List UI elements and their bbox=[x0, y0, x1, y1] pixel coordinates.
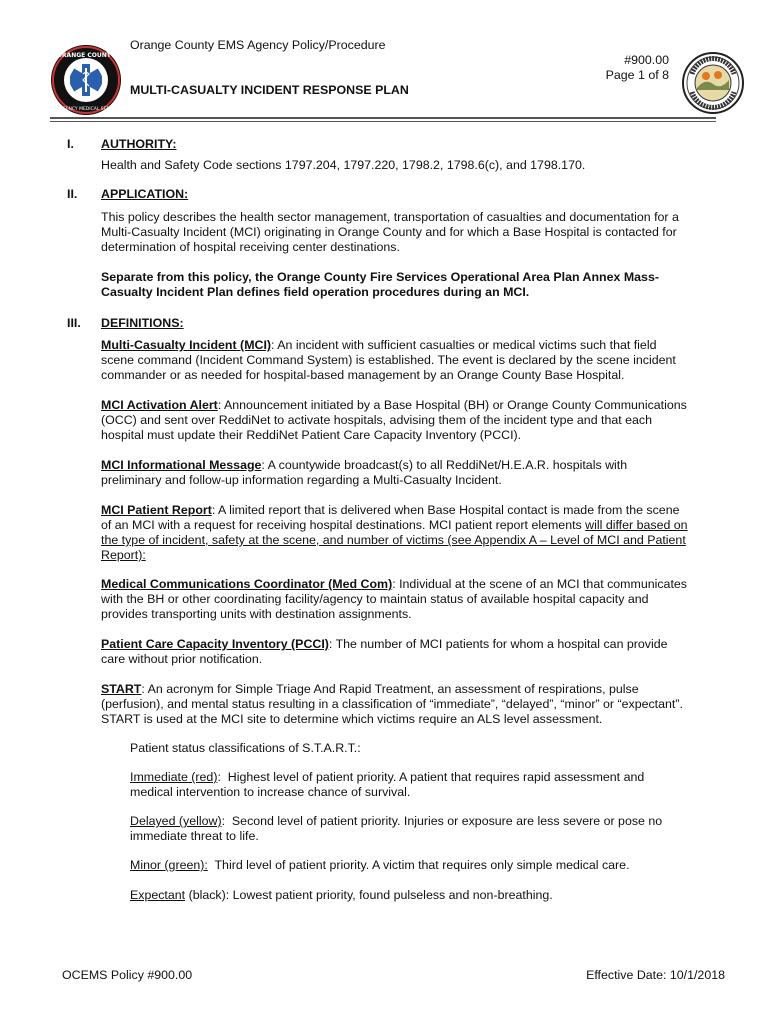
application-paragraph-1: This policy describes the health sector management, transportation of casualties and documentation for a Multi-Casualty Incident (MCI) originating in Orange County and for which a Base Hospital is contacted for determination of hospital receiving center destinations. bbox=[101, 210, 679, 254]
start-class-text: Highest level of patient priority. A patient that requires rapid assessment and medical intervention to increase chance of survival. bbox=[130, 770, 645, 799]
section-heading-definitions: DEFINITIONS: bbox=[101, 316, 184, 330]
start-class-label: Minor (green): bbox=[130, 858, 208, 872]
start-classes-intro: Patient status classifications of S.T.A.R.T.: bbox=[130, 741, 361, 755]
start-class-minor bbox=[130, 858, 690, 873]
svg-text:ORANGE COUNTY: ORANGE COUNTY bbox=[56, 52, 116, 59]
section-number-1: I. bbox=[67, 137, 74, 151]
definition-mci-activation-alert bbox=[101, 398, 691, 443]
definition-term: Multi-Casualty Incident (MCI) bbox=[101, 338, 272, 352]
section-number-2: II. bbox=[67, 187, 78, 201]
definition-mci-informational-message bbox=[101, 458, 691, 488]
start-class-label: Immediate (red) bbox=[130, 770, 218, 784]
footer-policy-number: OCEMS Policy #900.00 bbox=[62, 968, 193, 982]
definition-pcci bbox=[101, 637, 691, 667]
definition-text: : An acronym for Simple Triage And Rapid Treatment, an assessment of respirations, pulse (perfusion), and mental status resulting in a classification of “immediate”, “delayed”, “minor” or “expectant”. START is used at the MCI site to determine which victims require an ALS level assessment. bbox=[101, 682, 683, 726]
start-class-label: Delayed (yellow) bbox=[130, 814, 222, 828]
start-class-delayed bbox=[130, 814, 690, 844]
agency-title: Orange County EMS Agency Policy/Procedure bbox=[130, 38, 386, 52]
definition-mci bbox=[101, 338, 691, 383]
start-class-immediate bbox=[130, 770, 690, 800]
definition-term: Patient Care Capacity Inventory (PCCI) bbox=[101, 637, 329, 651]
definition-text: : A limited report that is delivered when Base Hospital contact is made from the scene of an MCI with a request for receiving hospital destinations. MCI patient report elements bbox=[101, 503, 680, 532]
start-class-separator: : bbox=[217, 770, 228, 784]
definition-text: : Announcement initiated by a Base Hospital (BH) or Orange County Communications (OCC) and sent over ReddiNet to activate hospitals, advising them of the incident type and that each hospital must update their ReddiNet Patient Care Capacity Inventory (PCCI). bbox=[101, 398, 687, 442]
header-rule-thin bbox=[50, 121, 716, 122]
footer-effective-date: Effective Date: 10/1/2018 bbox=[586, 968, 725, 982]
document-title: MULTI-CASUALTY INCIDENT RESPONSE PLAN bbox=[130, 83, 409, 97]
definition-term: Medical Communications Coordinator (Med Com) bbox=[101, 577, 393, 591]
definition-text: : An incident with sufficient casualties or medical victims such that field scene command (Incident Command System) is established. The event is declared by the scene incident commander or as needed for hospital-based management by an Orange County Base Hospital. bbox=[101, 338, 676, 382]
authority-text: Health and Safety Code sections 1797.204, 1797.220, 1798.2, 1798.6(c), and 1798.170. bbox=[101, 158, 586, 172]
start-class-text: Second level of patient priority. Injuries or exposure are less severe or pose no immediate threat to life. bbox=[130, 814, 663, 843]
start-class-text: Third level of patient priority. A victim that requires only simple medical care. bbox=[214, 858, 630, 872]
start-class-separator: : bbox=[221, 814, 232, 828]
section-number-3: III. bbox=[67, 316, 81, 330]
start-class-label: Expectant bbox=[130, 888, 186, 902]
policy-number: #900.00 bbox=[624, 53, 669, 67]
definition-mci-patient-report bbox=[101, 503, 691, 563]
definition-term: MCI Activation Alert bbox=[101, 398, 218, 412]
start-class-expectant bbox=[130, 888, 690, 903]
header-rule bbox=[50, 117, 716, 119]
definition-term: MCI Patient Report bbox=[101, 503, 212, 517]
county-seal-logo bbox=[682, 52, 744, 114]
definition-term: MCI Informational Message bbox=[101, 458, 262, 472]
definition-underlined-text: will differ based on the type of incident, safety at the scene, and number of victims (see Appendix A – Level of MCI and Patient Report): bbox=[101, 518, 688, 562]
svg-text:EMERGENCY MEDICAL SERVICES: EMERGENCY MEDICAL SERVICES bbox=[50, 107, 122, 112]
definition-text: : The number of MCI patients for whom a hospital can provide care without prior notification. bbox=[101, 637, 668, 666]
page-indicator: Page 1 of 8 bbox=[605, 68, 669, 82]
ocems-seal-logo bbox=[50, 44, 122, 116]
application-paragraph-2: Separate from this policy, the Orange County Fire Services Operational Area Plan Annex Mass-Casualty Incident Plan defines field operation procedures during an MCI. bbox=[101, 270, 659, 299]
definition-start bbox=[101, 682, 691, 727]
definition-text: : A countywide broadcast(s) to all ReddiNet/H.E.A.R. hospitals with preliminary and follow-up information regarding a Multi-Casualty Incident. bbox=[101, 458, 628, 487]
definition-text: : Individual at the scene of an MCI that communicates with the BH or other coordinating facility/agency to maintain status of available hospital capacity and provides transporting units with destination assignments. bbox=[101, 577, 687, 621]
definition-med-com bbox=[101, 577, 691, 622]
section-heading-authority: AUTHORITY: bbox=[101, 137, 177, 151]
start-class-text: (black): Lowest patient priority, found pulseless and non-breathing. bbox=[188, 888, 553, 902]
section-heading-application: APPLICATION: bbox=[101, 187, 189, 201]
definition-term: START bbox=[101, 682, 142, 696]
